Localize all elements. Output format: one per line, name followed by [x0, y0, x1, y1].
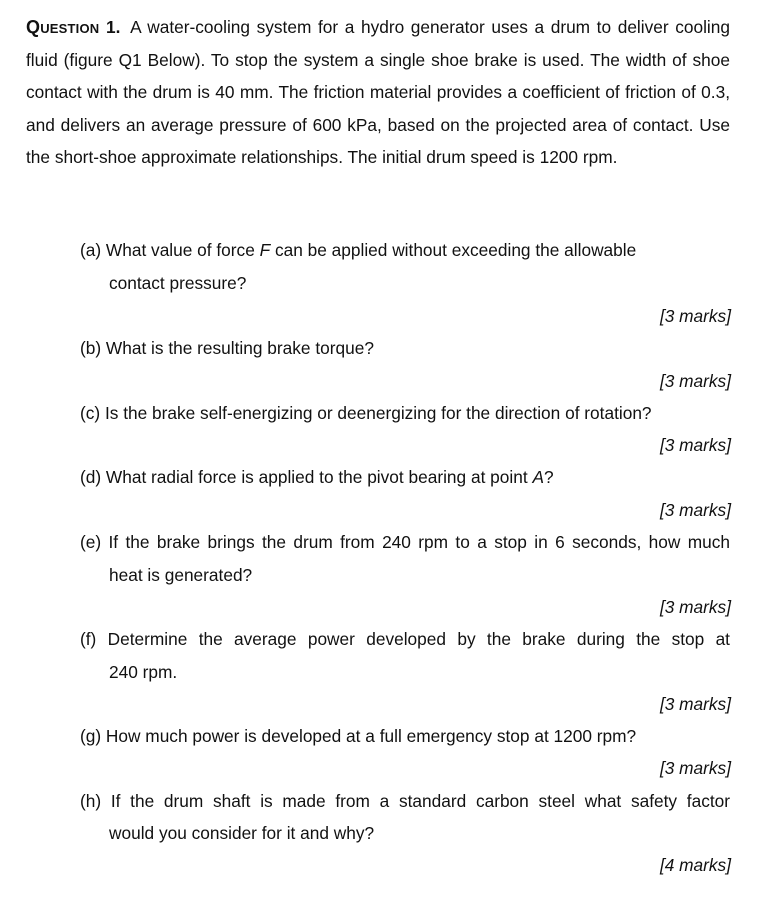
part-f-line1-text: (f) Determine the average power developed by the brake during the stop at — [80, 629, 730, 649]
part-a-marks: [3 marks] — [659, 306, 731, 326]
part-e-line1 — [80, 532, 730, 553]
part-e-line1-text: (e) If the brake brings the drum from 240 rpm to a stop in 6 seconds, how much — [80, 532, 730, 552]
part-e-line2: heat is generated? — [109, 565, 253, 585]
part-a-text-post: can be applied without exceeding the allowable — [270, 240, 637, 260]
part-c-line1: (c) Is the brake self-energizing or deenergizing for the direction of rotation? — [80, 403, 652, 423]
part-d-line1 — [80, 467, 554, 488]
part-h-line1 — [80, 791, 730, 812]
question-label: Question — [26, 17, 100, 37]
part-a-line1 — [80, 240, 636, 261]
part-g-line1: (g) How much power is developed at a full emergency stop at 1200 rpm? — [80, 726, 637, 746]
part-f-line1 — [80, 629, 730, 650]
part-c-marks: [3 marks] — [659, 435, 731, 455]
part-d-text-post: ? — [543, 467, 554, 487]
part-d-text-pre: (d) What radial force is applied to the pivot bearing at point — [80, 467, 533, 487]
part-b-marks: [3 marks] — [659, 371, 731, 391]
part-a-text-pre: (a) What value of force — [80, 240, 260, 260]
part-d-marks: [3 marks] — [659, 500, 731, 520]
part-a-variable: F — [259, 240, 271, 260]
part-h-line2: would you consider for it and why? — [109, 823, 375, 843]
part-f-marks: [3 marks] — [659, 694, 731, 714]
part-b-line1: (b) What is the resulting brake torque? — [80, 338, 374, 358]
question-number: 1. — [106, 17, 121, 37]
part-a-line2: contact pressure? — [109, 273, 247, 293]
part-d-variable: A — [532, 467, 544, 487]
part-f-line2: 240 rpm. — [109, 662, 178, 682]
part-h-marks: [4 marks] — [659, 855, 731, 875]
question-intro-text: A water-cooling system for a hydro generator uses a drum to deliver cooling fluid (figure Q1 Below). To stop the system a single shoe brake is used. The width of shoe contact with the drum is 40 mm. The friction material provides a coefficient of friction of 0.3, and delivers an average pressure of 600 kPa, based on the projected area of contact. Use the short-shoe approximate relationships. The initial drum speed is 1200 rpm. — [26, 17, 730, 167]
part-e-marks: [3 marks] — [659, 597, 731, 617]
question-intro — [26, 11, 730, 174]
part-h-line1-text: (h) If the drum shaft is made from a standard carbon steel what safety factor — [80, 791, 730, 811]
part-g-marks: [3 marks] — [659, 758, 731, 778]
